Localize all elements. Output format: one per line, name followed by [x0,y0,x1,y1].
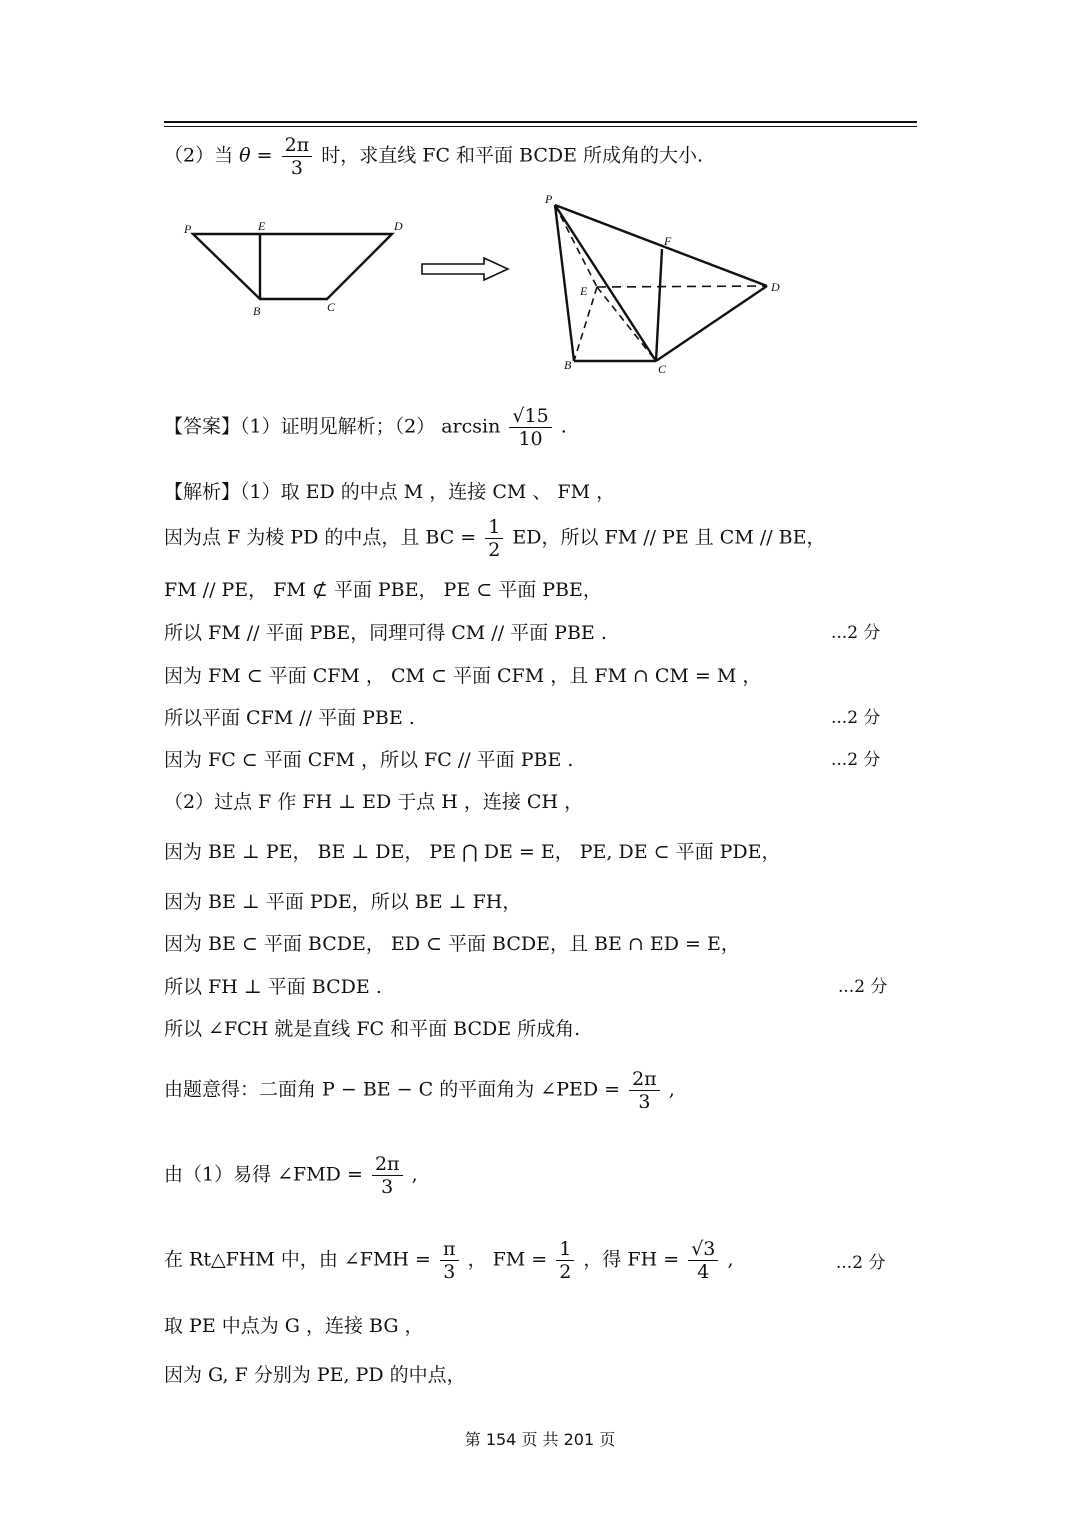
solution-line-9: 因为 BE ⊥ PE， BE ⊥ DE， PE ⋂ DE = E， PE, DE ⊂ 平面 PDE， [164,841,781,863]
solution-line-11: 因为 BE ⊂ 平面 BCDE， ED ⊂ 平面 BCDE，且 BE ∩ ED = E， [164,933,740,955]
fraction-half: $\frac{1}{2}$ [485,516,503,561]
fraction-fmd: $\frac{2\pi}{3}$ [372,1153,403,1198]
flat-trapezoid [183,219,403,318]
fraction-theta: $\frac{2\pi}{3}$ [282,134,313,179]
solution-line-15: 因为 G, F 分别为 PE, PD 的中点， [164,1364,466,1386]
solution-line-8: （2）过点 F 作 FH ⊥ ED 于点 H ，连接 CH ， [164,791,584,813]
score-mark-5: ...2 分 [836,1253,886,1273]
score-mark-4: ...2 分 [838,977,888,997]
solution-line-12: 所以 FH ⊥ 平面 BCDE . [164,976,382,998]
score-mark-1: ...2 分 [831,623,881,643]
page-footer: 第 154 页 共 201 页 [464,1430,616,1449]
solution-line-10: 因为 BE ⊥ 平面 PDE，所以 BE ⊥ FH， [164,891,522,913]
solution-line-4: 所以 FM // 平面 PBE，同理可得 CM // 平面 PBE . [164,622,607,644]
label-D-left: D [394,219,403,233]
label-P-left: P [184,222,192,236]
folding-figure [0,185,1080,385]
label-P-right: P [545,192,553,206]
label-E-left: E [258,219,266,233]
solution-line-rt: 在 Rt△FHM 中，由 ∠FMH = $\frac{\pi}{3}$ ， FM = $\frac{1}{2}$ ，得 FH = $\frac{√3}{4}$ , [164,1238,734,1283]
solution-line-6: 所以平面 CFM // 平面 PBE . [164,707,415,729]
solution-line-13: 所以 ∠FCH 就是直线 FC 和平面 BCDE 所成角. [164,1018,581,1040]
solution-line-dihedral: 由题意得：二面角 P − BE − C 的平面角为 ∠PED = $\frac{2\pi}{3}$ , [164,1068,675,1113]
fraction-pi-third: $\frac{\pi}{3}$ [440,1238,459,1283]
solution-line-1: 【解析】（1）取 ED 的中点 M ，连接 CM 、 FM ， [164,481,616,503]
header-rule-thin [164,126,917,127]
label-C-right: C [658,362,667,376]
solution-line-7: 因为 FC ⊂ 平面 CFM ，所以 FC // 平面 PBE . [164,749,574,771]
solution-line-3: FM // PE， FM ⊄ 平面 PBE， PE ⊂ 平面 PBE， [164,579,602,601]
folded-pyramid [544,192,780,376]
answer-line: 【答案】（1）证明见解析；（2） arcsin $\frac{√15}{10}$ . [164,405,567,450]
solution-line-5: 因为 FM ⊂ 平面 CFM ， CM ⊂ 平面 CFM ，且 FM ∩ CM = M ， [164,665,762,687]
label-E-right: E [580,284,588,298]
solution-line-14: 取 PE 中点为 G ，连接 BG ， [164,1315,424,1337]
label-B-left: B [253,304,261,318]
solution-line-bc: 因为点 F 为棱 PD 的中点，且 BC = $\frac{1}{2}$ ED，所以 FM // PE 且 CM // BE， [164,516,826,561]
fraction-answer: $\frac{√15}{10}$ [509,405,551,450]
label-C-left: C [327,300,336,314]
arrow-right-icon [422,258,508,280]
score-mark-3: ...2 分 [831,750,881,770]
fraction-fm-half: $\frac{1}{2}$ [556,1238,574,1283]
label-F-right: F [664,234,672,248]
question-part2: （2）当 θ = $\frac{2\pi}{3}$ 时，求直线 FC 和平面 BCDE 所成角的大小. [164,134,704,179]
label-B-right: B [564,358,572,372]
label-D-right: D [771,280,780,294]
fraction-fh: $\frac{√3}{4}$ [688,1238,718,1283]
score-mark-2: ...2 分 [831,708,881,728]
solution-line-fmd: 由（1）易得 ∠FMD = $\frac{2\pi}{3}$ , [164,1153,418,1198]
header-rule-thick [164,121,917,123]
fraction-ped: $\frac{2\pi}{3}$ [629,1068,660,1113]
